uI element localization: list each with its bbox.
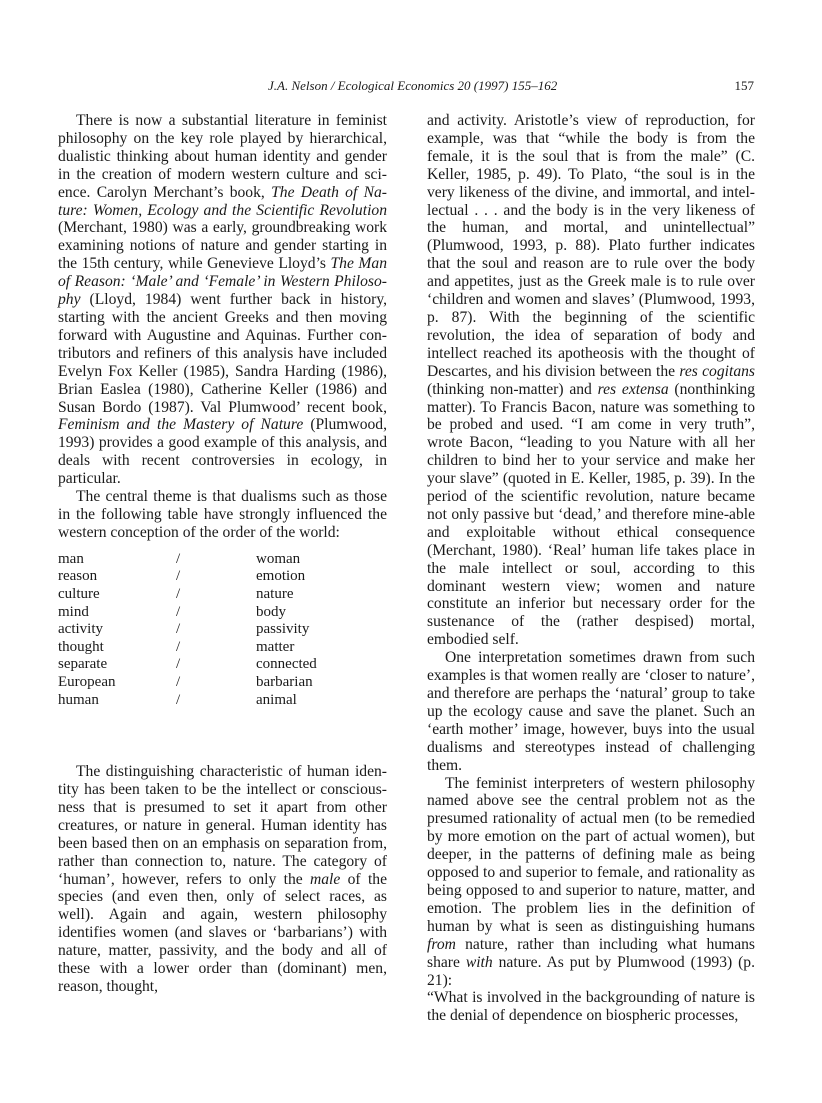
- dualism-row: [58, 586, 387, 604]
- dualism-row: [58, 604, 387, 622]
- dualism-term-left: man: [58, 550, 84, 567]
- dualism-term-left: culture: [58, 585, 100, 602]
- paragraph-literature: There is now a substantial literature in feminist philosophy on the key role played by hierarchical, dualistic thinking about human identity and gender in the creation of modern western culture and science. Carolyn Merchant’s book, The Death of Nature: Women, Ecology and the Scientific Revolution (Merchant, 1980) was a early, groundbreaking work examining notions of nature and gender starting in the 15th century, while Genevieve Lloyd’s The Man of Reason: ‘Male’ and ‘Female’ in Western Philosophy (Lloyd, 1984) went further back in history, starting with the ancient Greeks and then moving forward with Augustine and Aquinas. Further contributors and refiners of this analysis have included Evelyn Fox Keller (1985), Sandra Harding (1986), Brian Easlea (1980), Catherine Keller (1986) and Susan Bordo (1987). Val Plumwood’ recent book, Feminism and the Mastery of Nature (Plumwood, 1993) provides a good example of this analysis, and deals with recent controversies in ecology, in particular.: [58, 112, 387, 488]
- emphasis-from: from: [427, 935, 456, 953]
- dualism-term-right: woman: [256, 550, 301, 567]
- paragraph-closer-to-nature: One interpretation sometimes drawn from such examples is that women really are ‘closer to nature’, and therefore are perhaps the ‘natural’ group to take up the ecology cause and save the planet. Such an ‘earth mother’ image, however, buys into the usual dualisms and stereotypes instead of challenging them.: [427, 649, 755, 774]
- dualism-row: [58, 639, 387, 657]
- left-column: [58, 112, 387, 996]
- dualism-separator: /: [176, 550, 181, 567]
- book-title-man-of-reason: The Man of Reason: ‘Male’ and ‘Female’ in Western Philosophy: [58, 255, 387, 309]
- dualism-table: [58, 551, 387, 709]
- paragraph-human-identity: The distinguishing characteristic of human identity has been taken to be the intellect or consciousness that is presumed to set it apart from other creatures, or nature in general. Human identity has been based then on an emphasis on separation from, rather than connection to, nature. The category of ‘human’, however, refers to only the male of the species (and even then, only of select races, as well). Again and again, western philosophy identifies women (and slaves or ‘barbarians’) with nature, matter, passivity, and the body and all of these with a lower order than (dominant) men, reason, thought,: [58, 763, 387, 995]
- page-number: 157: [734, 78, 754, 93]
- book-title-feminism-mastery: Feminism and the Mastery of Nature: [58, 416, 304, 434]
- dualism-separator: /: [176, 638, 181, 655]
- dualism-term-left: European: [58, 673, 116, 690]
- dualism-row: [58, 621, 387, 639]
- dualism-term-right: nature: [256, 585, 294, 602]
- dualism-separator: /: [176, 603, 181, 620]
- dualism-term-left: thought: [58, 638, 104, 655]
- paragraph-feminist-interpreters: The feminist interpreters of western philosophy named above see the central problem not as the presumed rationality of actual men (to be remedied by more emotion on the part of actual women), but deeper, in the patterns of defining male as being opposed to and superior to female, and rationality as being opposed to and superior to nature, matter, and emotion. The problem lies in the definition of human by what is seen as distinguishing humans from nature, rather than including what humans share with nature. As put by Plumwood (1993) (p. 21):: [427, 774, 755, 989]
- running-header: [0, 78, 822, 100]
- dualism-term-left: separate: [58, 656, 108, 673]
- dualism-separator: /: [176, 585, 181, 602]
- quotation-plumwood: “What is involved in the backgrounding of nature is the denial of dependence on biospheric processes,: [427, 989, 755, 1025]
- dualism-term-right: connected: [256, 656, 317, 673]
- paragraph-aristotle-plato: and activity. Aristotle’s view of reproduction, for example, was that “while the body is from the female, it is the soul that is from the male” (C. Keller, 1985, p. 49). To Plato, “the soul is in the very likeness of the divine, and immortal, and intellectual . . . and the body is in the very likeness of the human, and mortal, and unintellectual” (Plumwood, 1993, p. 88). Plato further indicates that the soul and reason are to rule over the body and appetites, just as the Greek male is to rule over ‘children and women and slaves’ (Plumwood, 1993, p. 87). With the beginning of the scientific revolution, the idea of separation of body and intellect reached its apotheosis with the thought of Descartes, and his division between the res cogitans (thinking non-matter) and res extensa (nonthinking matter). To Francis Bacon, nature was something to be probed and used. “I am come in very truth”, wrote Bacon, “leading to you Nature with all her children to bind her to your service and make her your slave” (quoted in E. Keller, 1985, p. 39). In the period of the scientific revolution, nature became not only passive but ‘dead,’ and therefore mine-able and exploitable without ethical consequence (Merchant, 1980). ‘Real’ human life takes place in the male intellect or soul, according to this dominant western view; women and nature constitute an inferior but necessary order for the sustenance of the (rather despised) mortal, embodied self.: [427, 112, 755, 649]
- term-res-extensa: res extensa: [597, 380, 669, 398]
- dualism-row: [58, 551, 387, 569]
- dualism-separator: /: [176, 621, 181, 638]
- dualism-term-right: passivity: [256, 621, 310, 638]
- dualism-row: [58, 674, 387, 692]
- dualism-term-right: barbarian: [256, 673, 313, 690]
- dualism-separator: /: [176, 673, 181, 690]
- book-title-death-of-nature: The Death of Nature: Women, Ecology and the Scientific Revolution: [58, 183, 387, 219]
- dualism-row: [58, 692, 387, 710]
- dualism-term-right: emotion: [256, 568, 306, 585]
- dualism-term-left: reason: [58, 568, 98, 585]
- right-column: [427, 112, 755, 1025]
- dualism-term-left: mind: [58, 603, 89, 620]
- dualism-term-right: animal: [256, 691, 297, 708]
- dualism-term-right: matter: [256, 638, 295, 655]
- emphasis-male: male: [310, 870, 341, 888]
- term-res-cogitans: res cogitans: [679, 362, 755, 380]
- running-title: J.A. Nelson / Ecological Economics 20 (1997) 155–162: [268, 78, 558, 93]
- dualism-separator: /: [176, 568, 181, 585]
- dualism-term-right: body: [256, 603, 286, 620]
- dualism-row: [58, 656, 387, 674]
- dualism-row: [58, 568, 387, 586]
- dualism-separator: /: [176, 656, 181, 673]
- dualism-term-left: human: [58, 691, 99, 708]
- dualism-separator: /: [176, 691, 181, 708]
- emphasis-with: with: [465, 953, 493, 971]
- dualism-term-left: activity: [58, 621, 103, 638]
- paragraph-central-theme: The central theme is that dualisms such as those in the following table have strongly influenced the western conception of the order of the world:: [58, 488, 387, 541]
- table-spacer: [58, 709, 387, 763]
